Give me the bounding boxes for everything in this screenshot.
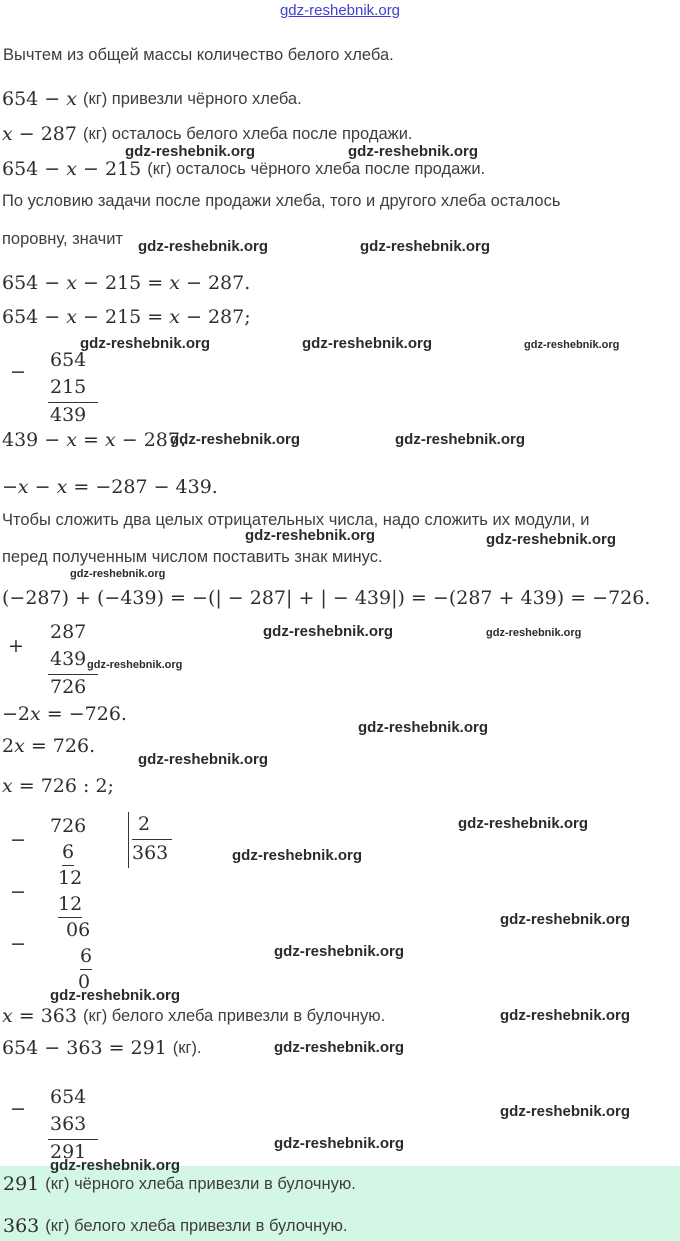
equation-6: −2x = −726. (2, 703, 127, 725)
watermark: gdz-reshebnik.org (50, 987, 181, 1004)
watermark: gdz-reshebnik.org (358, 719, 489, 736)
minuend: 654 (50, 349, 87, 371)
intro-text: Вычтем из общей массы количество белого хлеба. (3, 46, 394, 64)
watermark: gdz-reshebnik.org (360, 238, 491, 255)
addend-1: 287 (50, 621, 87, 643)
watermark: gdz-reshebnik.org (500, 1103, 631, 1120)
watermark: gdz-reshebnik.org (486, 627, 582, 639)
division-step: 06 (66, 919, 91, 941)
statement-black-left (2, 157, 485, 181)
division-step: 12 (58, 892, 82, 918)
math-expression: 654 − x − 215 (2, 158, 142, 180)
equation-3: 439 − x = x − 287. (2, 429, 187, 451)
minuend: 654 (50, 1086, 87, 1108)
division-step: 6 (62, 840, 74, 866)
division-remainder: 0 (78, 971, 91, 993)
difference: 439 (50, 404, 87, 426)
watermark: gdz-reshebnik.org (274, 943, 405, 960)
dividend: 726 (50, 815, 87, 837)
watermark: gdz-reshebnik.org (263, 623, 394, 640)
watermark: gdz-reshebnik.org (500, 911, 631, 928)
difference: 291 (50, 1141, 87, 1163)
addend-2: 439 (50, 648, 87, 670)
statement-suffix: (кг) осталось белого хлеба после продажи. (82, 125, 413, 143)
answer-number: 363 (3, 1215, 40, 1237)
subtrahend: 215 (50, 376, 87, 398)
divisor: 2 (138, 813, 151, 835)
minus-sign: − (10, 933, 26, 955)
equation-8: x = 726 : 2; (2, 775, 114, 797)
watermark: gdz-reshebnik.org (348, 143, 479, 160)
condition-text-line1: По условию задачи после продажи хлеба, того и другого хлеба осталось (2, 192, 561, 210)
statement-suffix: (кг) привезли чёрного хлеба. (82, 90, 302, 108)
quotient-rule (132, 839, 172, 840)
division-step: 6 (80, 944, 92, 970)
watermark: gdz-reshebnik.org (50, 1157, 181, 1174)
answer-line-white (3, 1214, 347, 1238)
watermark: gdz-reshebnik.org (87, 659, 183, 671)
division-bar (128, 812, 129, 868)
watermark: gdz-reshebnik.org (70, 568, 166, 580)
rule-text-line1: Чтобы сложить два целых отрицательных числа, надо сложить их модули, и (2, 511, 590, 529)
equation-5: (−287) + (−439) = −(| − 287| + | − 439|) = −(287 + 439) = −726. (2, 587, 651, 609)
watermark: gdz-reshebnik.org (170, 431, 301, 448)
division-step: 12 (58, 867, 83, 889)
watermark: gdz-reshebnik.org (80, 335, 211, 352)
equation-1: 654 − x − 215 = x − 287. (2, 272, 251, 294)
plus-sign: + (8, 635, 24, 657)
equation-4: −x − x = −287 − 439. (2, 476, 218, 498)
math-expression: 654 − 363 = 291 (2, 1037, 167, 1059)
statement-subtraction-result (2, 1036, 202, 1060)
subtrahend: 363 (50, 1113, 87, 1135)
watermark: gdz-reshebnik.org (138, 238, 269, 255)
statement-suffix: (кг) осталось чёрного хлеба после продажи. (147, 160, 486, 178)
equation-7: 2x = 726. (2, 735, 96, 757)
watermark: gdz-reshebnik.org (500, 1007, 631, 1024)
math-expression: x = 363 (2, 1005, 77, 1027)
sum: 726 (50, 676, 87, 698)
minus-sign: − (10, 829, 26, 851)
watermark: gdz-reshebnik.org (302, 335, 433, 352)
statement-x-result (2, 1004, 385, 1028)
site-header-link[interactable]: gdz-reshebnik.org (279, 2, 401, 19)
watermark: gdz-reshebnik.org (232, 847, 363, 864)
column-subtraction-2 (10, 1083, 130, 1168)
answer-block (0, 1166, 680, 1241)
equation-2: 654 − x − 215 = x − 287; (2, 306, 251, 328)
answer-number: 291 (3, 1173, 40, 1195)
math-expression: x − 287 (2, 123, 77, 145)
watermark: gdz-reshebnik.org (245, 527, 376, 544)
watermark: gdz-reshebnik.org (274, 1135, 405, 1152)
minus-sign: − (10, 1098, 26, 1120)
statement-suffix: (кг). (172, 1039, 202, 1057)
statement-suffix: (кг) белого хлеба привезли в булочную. (82, 1007, 386, 1025)
watermark: gdz-reshebnik.org (524, 339, 620, 351)
watermark: gdz-reshebnik.org (395, 431, 526, 448)
long-division (10, 810, 200, 1000)
rule-text-line2: перед полученным числом поставить знак минус. (2, 548, 383, 566)
watermark: gdz-reshebnik.org (458, 815, 589, 832)
quotient: 363 (132, 842, 169, 864)
answer-text: (кг) чёрного хлеба привезли в булочную. (45, 1175, 356, 1193)
watermark: gdz-reshebnik.org (486, 531, 617, 548)
condition-text-line2: поровну, значит (2, 230, 123, 248)
watermark: gdz-reshebnik.org (274, 1039, 405, 1056)
answer-text: (кг) белого хлеба привезли в булочную. (45, 1217, 348, 1235)
column-subtraction-1 (10, 346, 130, 431)
math-expression: 654 − x (2, 88, 77, 110)
minus-sign: − (10, 361, 26, 383)
statement-black-bread (2, 87, 302, 111)
answer-line-black (3, 1172, 356, 1196)
watermark: gdz-reshebnik.org (138, 751, 269, 768)
watermark: gdz-reshebnik.org (125, 143, 256, 160)
minus-sign: − (10, 881, 26, 903)
